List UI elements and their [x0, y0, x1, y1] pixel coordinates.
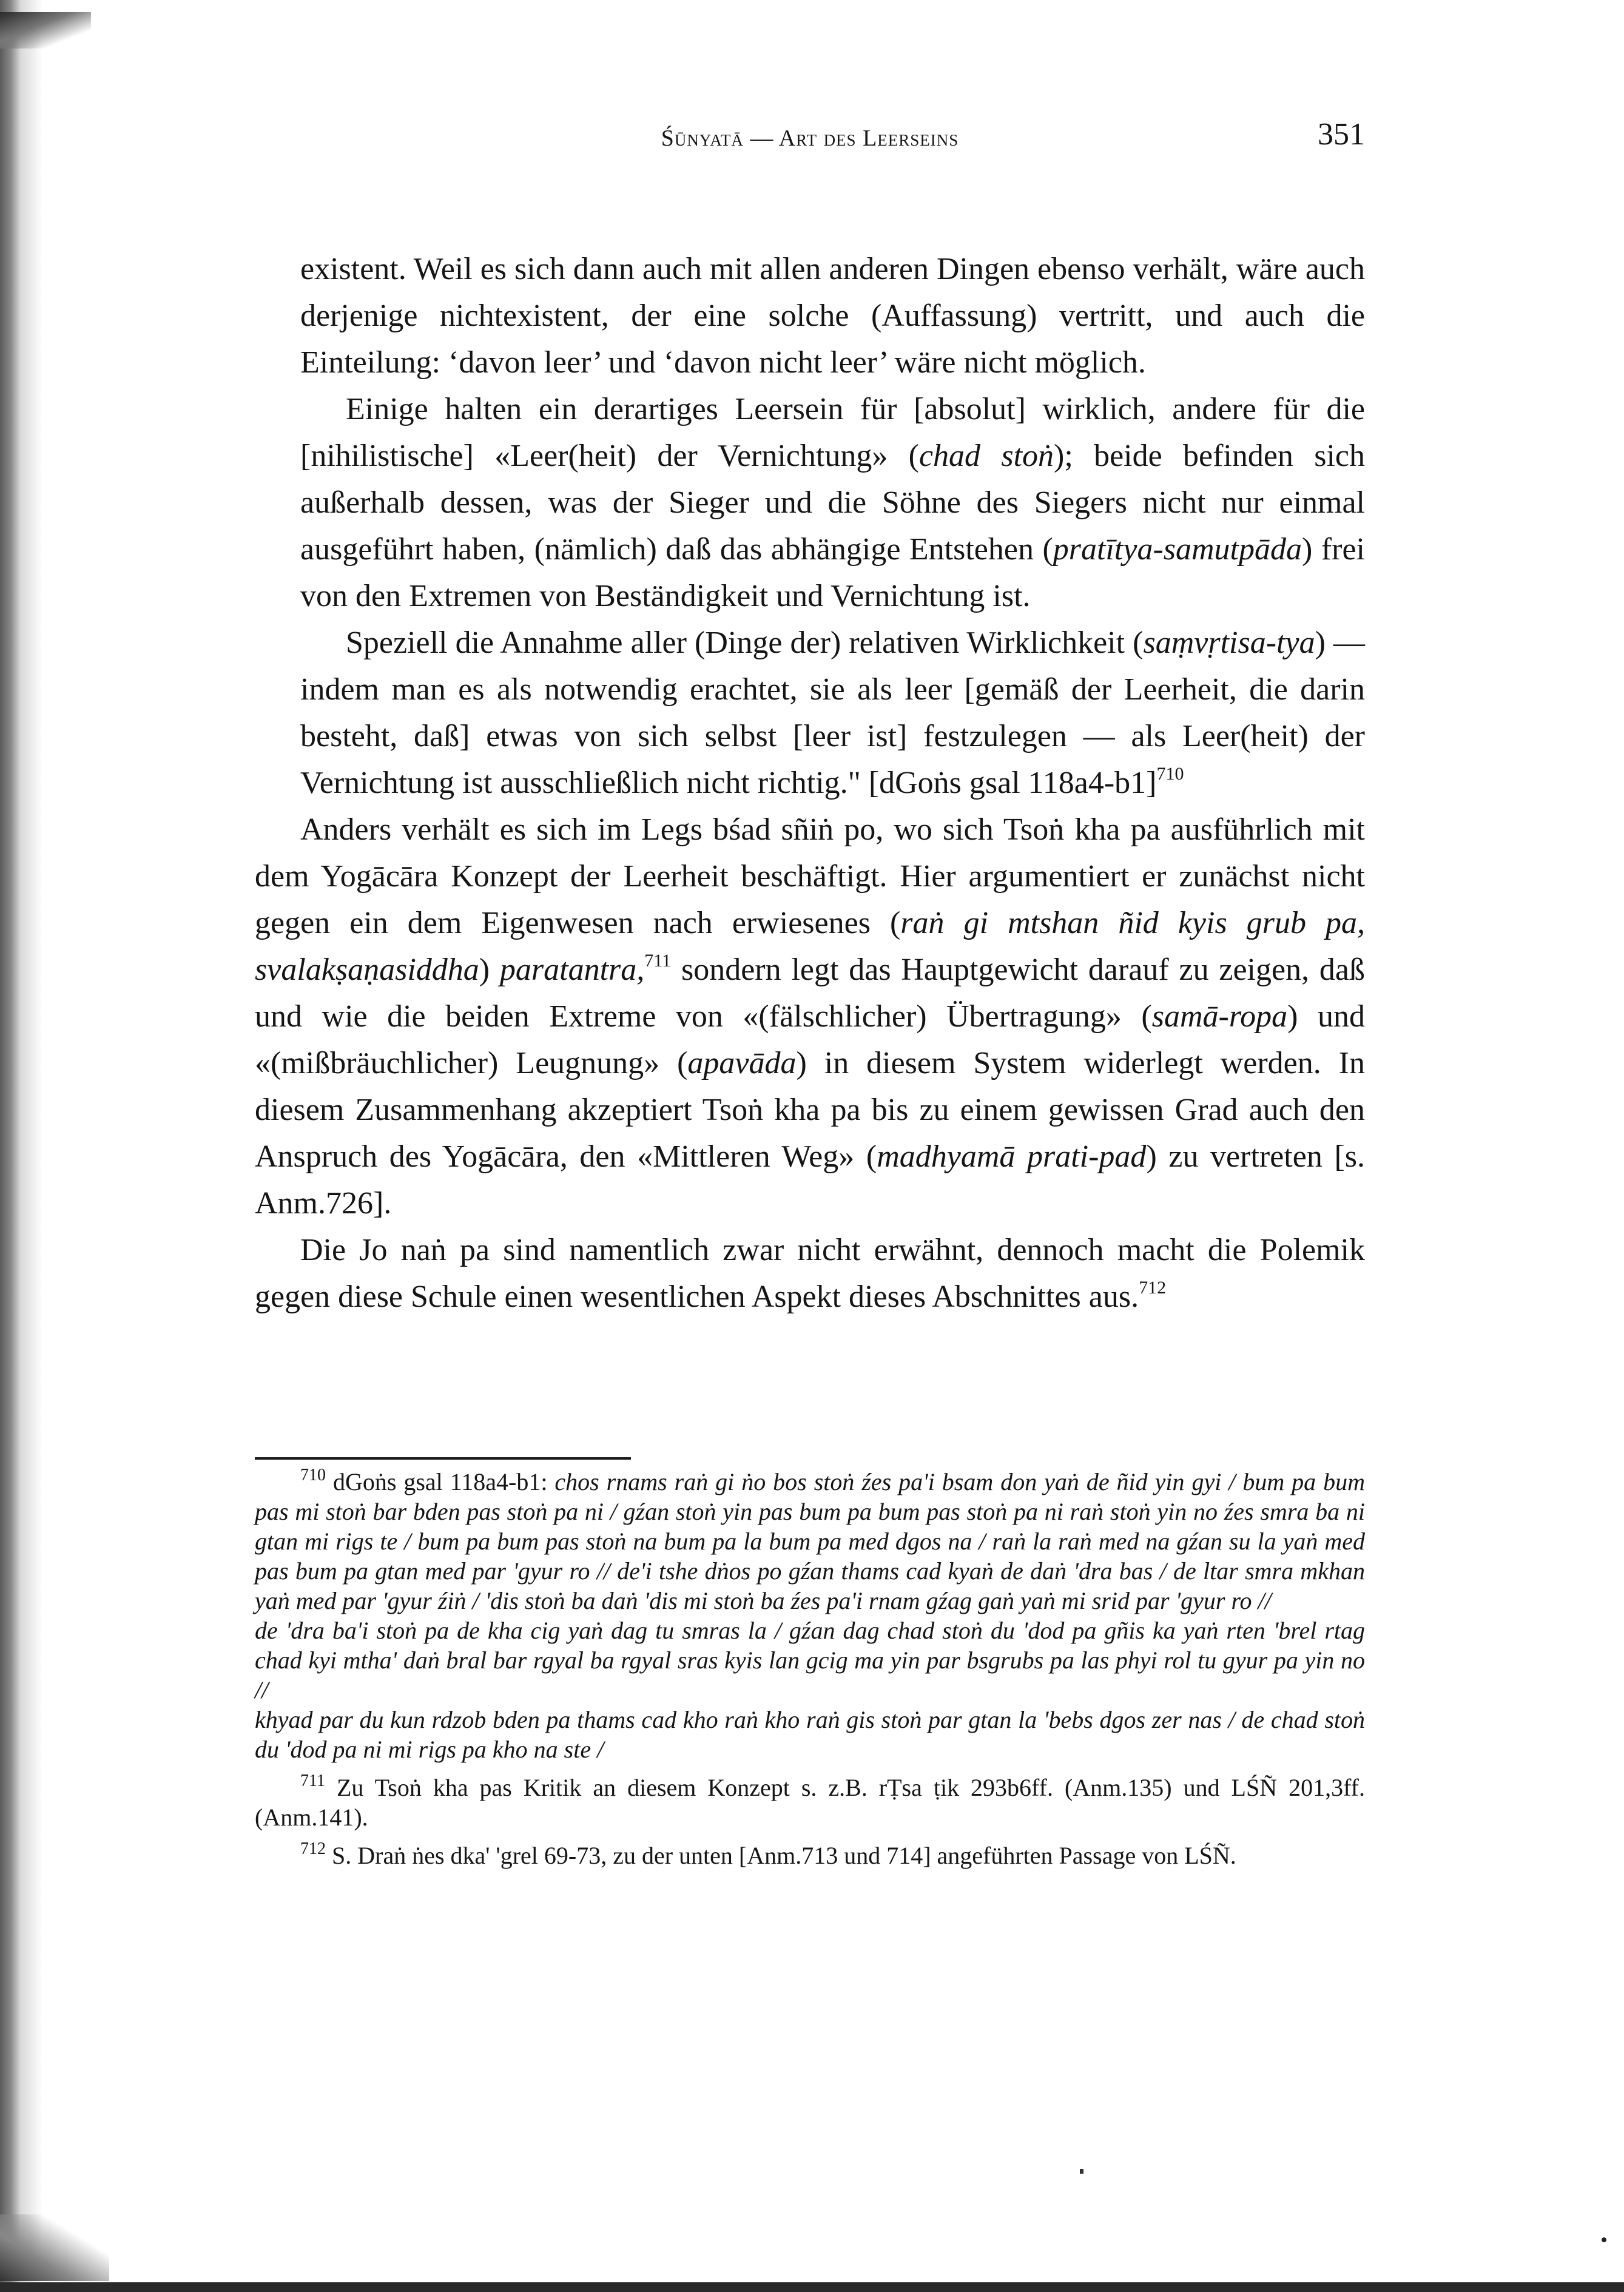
main-text — [255, 246, 1365, 1320]
paragraph-3: Speziell die Annahme aller (Dinge der) relativen Wirklichkeit (saṃvṛtisa-tya) — indem man es als notwendig erachtet, sie als leer [gemäß der Leerheit, die darin besteht, daß] etwas von sich selbst [leer ist] festzulegen — als Leer(heit) der Vernichtung ist ausschließlich nicht richtig." [dGoṅs gsal 118a4-b1]$^{710}$ — [300, 625, 1365, 800]
paragraph-5: Die Jo naṅ pa sind namentlich zwar nicht erwähnt, dennoch macht die Polemik gegen diese Schule einen wesentlichen Aspekt dieses Abschnittes aus.$^{712}$ — [255, 1233, 1365, 1314]
paragraph-2: Einige halten ein derartiges Leersein für [absolut] wirklich, andere für die [nihilistische] «Leer(heit) der Vernichtung» (chad stoṅ); beide befinden sich außerhalb dessen, was der Sieger und die Söhne des Siegers nicht nur einmal ausgeführt haben, (nämlich) daß das abhängige Entstehen (pratītya-samutpāda) frei von den Extremen von Beständigkeit und Vernichtung ist. — [300, 392, 1366, 613]
scan-speck — [1080, 2169, 1083, 2174]
paragraph-4: Anders verhält es sich im Legs bśad sñiṅ po, wo sich Tsoṅ kha pa ausführlich mit dem Yogācāra Konzept der Leerheit beschäftigt. Hier argumentiert er zunächst nicht gegen ein dem Eigenwesen nach erwiesenes (raṅ gi mtshan ñid kyis grub pa, svalakṣaṇasiddha) paratantra,$^{711}$ sondern legt das Hauptgewicht darauf zu zeigen, daß und wie die beiden Extreme von «(fälschlicher) Übertragung» (samā-ropa) und «(mißbräuchlicher) Leugnung» (apavāda) in diesem System widerlegt werden. In diesem Zusammenhang akzeptiert Tsoṅ kha pa bis zu einem gewissen Grad auch den Anspruch des Yogācāra, den «Mittleren Weg» (madhyamā prati-pad) zu vertreten [s. Anm.726]. — [255, 812, 1365, 1221]
footnote-711: $^{711}$ Zu Tsoṅ kha pas Kritik an diesem Konzept s. z.B. rṬsa ṭik 293b6ff. (Anm.135) und LŚÑ 201,3ff. (Anm.141). — [255, 1771, 1366, 1831]
page-number: 351 — [1318, 117, 1365, 152]
footnote-number: 711 — [300, 1771, 325, 1790]
book-binding-shadow — [0, 0, 42, 2292]
footnote-number: 710 — [300, 1466, 326, 1485]
scan-speck — [1602, 2237, 1606, 2242]
page-header — [255, 116, 1365, 165]
paragraph-1: existent. Weil es sich dann auch mit allen anderen Dingen ebenso verhält, wäre auch derjenige nichtexistent, der eine solche (Auffassung) vertritt, und auch die Einteilung: ‘davon leer’ und ‘davon nicht leer’ wäre nicht möglich. — [300, 252, 1365, 380]
footnote-ref-710[interactable]: 710 — [1156, 764, 1184, 784]
footnotes — [255, 1467, 1365, 1879]
binding-top-shadow — [0, 12, 91, 49]
footnote-712: $^{712}$ S. Draṅ ṅes dka' 'grel 69-73, zu der unten [Anm.713 und 714] angeführten Passage von LŚÑ. — [300, 1839, 1236, 1869]
footnote-separator — [255, 1457, 631, 1460]
running-title: Śūnyatā — Art des Leerseins — [661, 126, 959, 151]
footnote-710: $^{710}$ dGoṅs gsal 118a4-b1: chos rnams raṅ gi ṅo bos stoṅ źes pa'i bsam don yaṅ de ñid yin gyi / bum pa bum pas mi stoṅ bar bden pas stoṅ pa ni / gźan stoṅ yin pas bum pa bum pas stoṅ pa ni raṅ stoṅ yin no źes smra ba ni gtan mi rigs te / bum pa bum pas stoṅ na bum pa la bum pa med dgos na / raṅ la raṅ med na gźan su la yaṅ med pas bum pa gtan med par 'gyur ro // de'i tshe dṅos po gźan thams cad kyaṅ de daṅ 'dra bas / de ltar smra mkhan yaṅ med par 'gyur źiṅ / 'dis stoṅ ba daṅ 'dis mi stoṅ ba źes pa'i rnam gźag gaṅ yaṅ mi srid par 'gyur ro // de 'dra ba'i stoṅ pa de kha cig yaṅ dag tu smras la / gźan dag chad stoṅ du 'dod pa gñis ka yaṅ rten 'brel rtag chad kyi mtha' daṅ bral bar rgyal ba rgyal sras kyis lan gcig ma yin par bsgrubs pa las phyi rol tu gyur pa yin no // khyad par du kun rdzob bden pa thams cad kho raṅ kho raṅ gis stoṅ par gtan la 'bebs dgos zer nas / de chad stoṅ du 'dod pa ni mi rigs pa kho na ste / — [255, 1466, 1366, 1763]
scan-bottom-edge — [0, 2282, 1624, 2292]
footnote-ref-711[interactable]: 711 — [644, 951, 672, 971]
footnote-number: 712 — [300, 1839, 326, 1858]
footnote-ref-712[interactable]: 712 — [1139, 1278, 1167, 1298]
binding-bottom-shadow — [0, 2214, 109, 2281]
